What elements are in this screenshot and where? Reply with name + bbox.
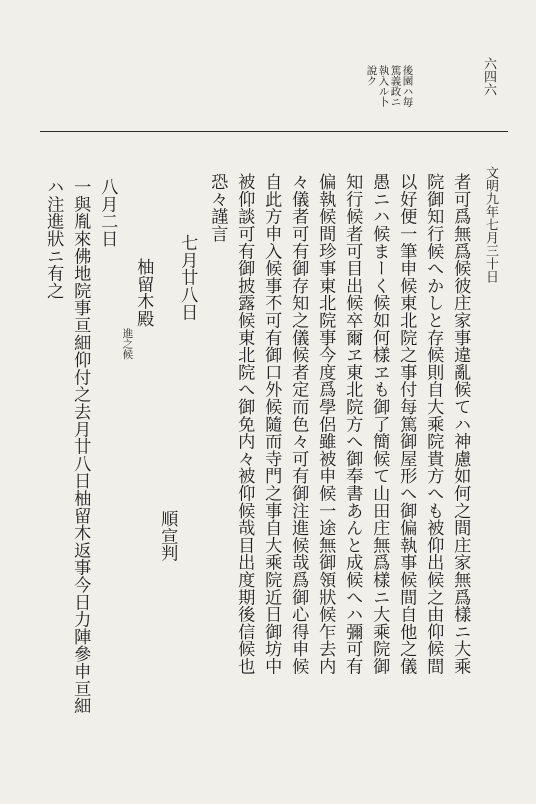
addressee-note: 進之候 [121,328,134,360]
body-line: 々儀者可有御存知之儀候者定而色々可有御注進候哉爲御心得申候 [288,173,309,675]
next-entry-date: 八月二日 [97,178,118,248]
margin-note-line: 篤義政ニ [389,65,402,107]
addressee: 柚留木殿 [133,258,154,328]
margin-note-line: 後園ハ毎 [401,65,414,107]
body-line: 偏執候間珍事東北院事今度爲學侶雖被申候一途無御領狀候乍去内 [315,173,336,675]
body-line: 者可爲無爲候彼庄家事違亂候てハ神慮如何之間庄家無爲樣ニ大乘 [450,173,471,675]
next-entry-line: ハ注進狀ニ有之 [43,178,64,300]
body-line: 被仰談可有御披露候東北院へ御免内々被仰候哉目出度期後信候也 [234,173,255,675]
next-entry-line: 一與胤來佛地院事亘細仰付之去月廿八日柚留木返事今日力陣參申亘細 [70,178,91,715]
closing-date: 七月廿八日 [177,234,198,321]
entry-date: 文明九年七月三十日 [483,166,498,283]
body-line: 以好便一筆申候東北院之事付每篤御屋形へ御偏執事候間自他之儀 [396,173,417,675]
body-line: 院御知行候へかしと存候則自大乘院貴方へも被仰出候之由仰候間 [423,173,444,675]
margin-note-line: 執入ル卜 [377,65,390,107]
body-line: 愚ニハ候まーく候如何樣ヱも御了簡候て山田庄無爲樣ニ大乘院御 [369,173,390,675]
body-line: 恐々謹言 [207,173,228,243]
body-line: 知行候者可目出候卒爾ヱ東北院方へ御奉書あんと成候へハ彌可有 [342,173,363,675]
signature: 順宣判 [157,510,178,562]
margin-note-line: 說ク [365,65,378,86]
page-number: 六四六 [481,57,496,96]
body-line: 自此方申入候事不可有御口外候隨而寺門之事自大乘院近日御坊中 [261,173,282,675]
header-rule [40,131,508,132]
